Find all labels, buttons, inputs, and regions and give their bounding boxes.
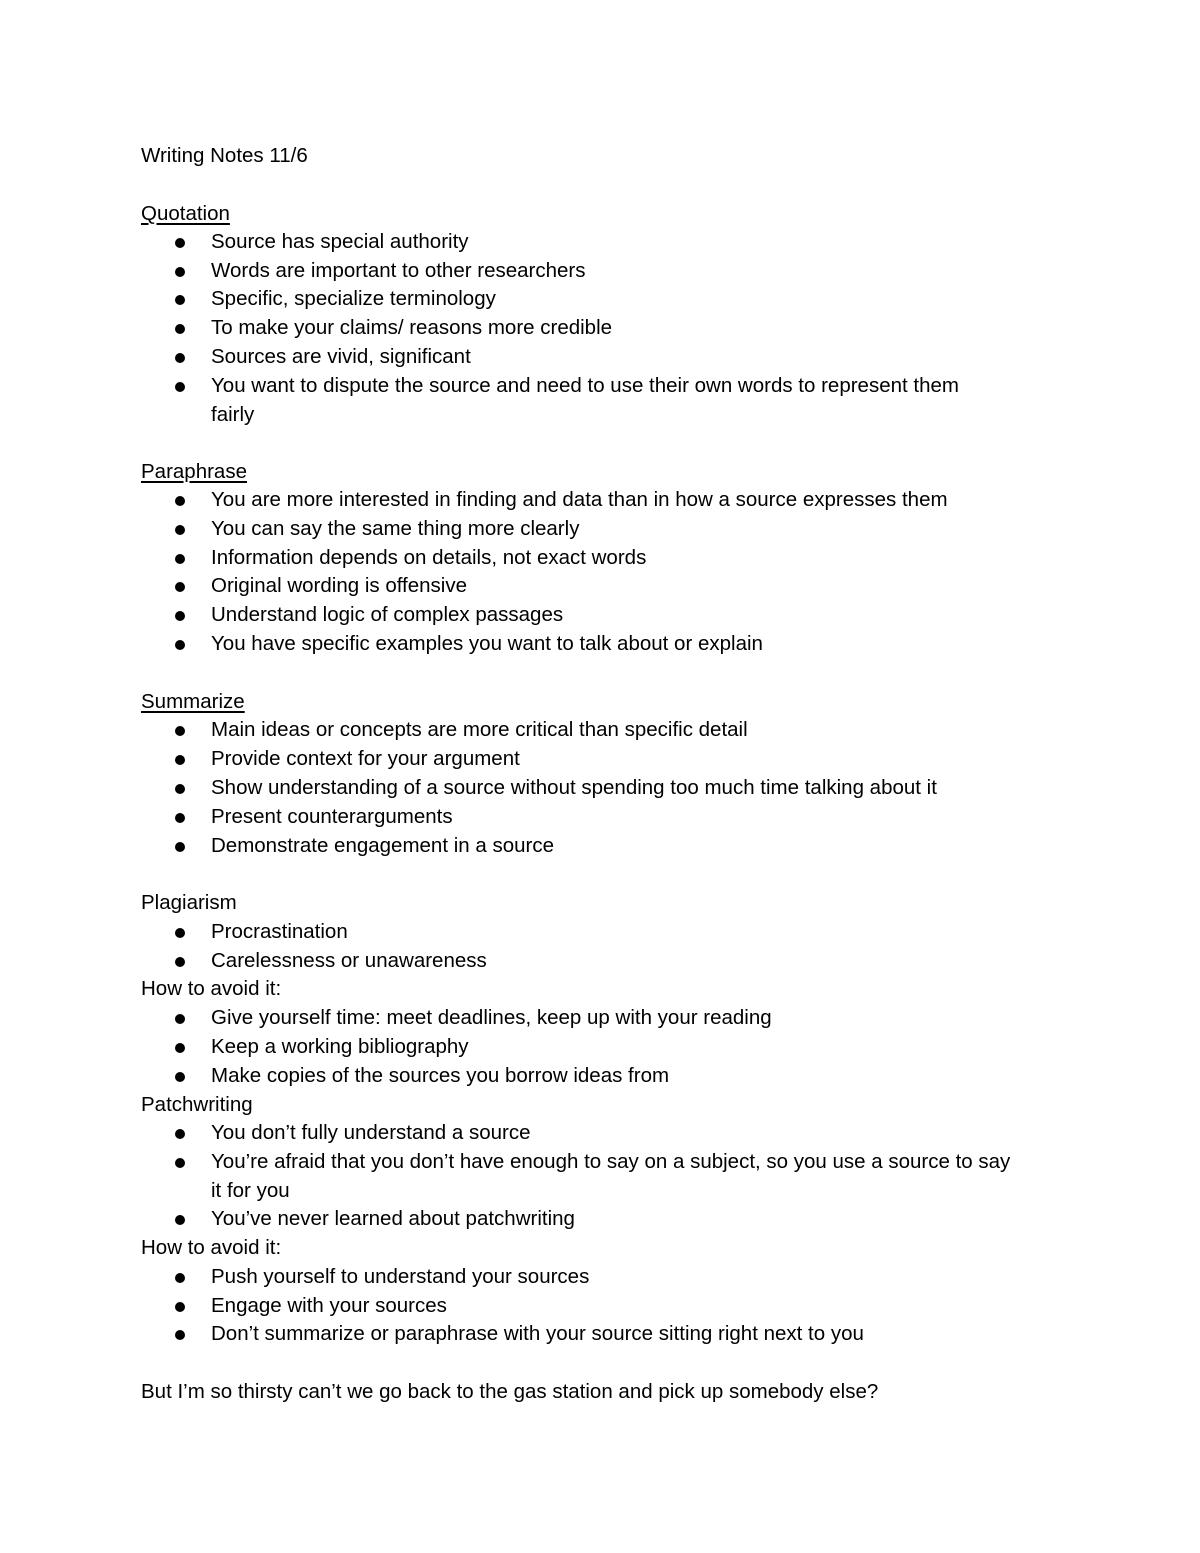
list-item-text: Carelessness or unawareness [211, 949, 487, 972]
bullet-icon [175, 554, 185, 564]
list-item-text: Words are important to other researchers [211, 259, 586, 282]
list-item [0, 1037, 1200, 1061]
bullet-icon [175, 525, 185, 535]
bullet-icon [175, 324, 185, 334]
list-item-text: You want to dispute the source and need to use their own words to represent them [211, 374, 959, 397]
list-item-text: Give yourself time: meet deadlines, keep up with your reading [211, 1006, 772, 1029]
closing-line: But I’m so thirsty can’t we go back to the gas station and pick up somebody else? [141, 1380, 879, 1403]
list-item-text: You’ve never learned about patchwriting [211, 1207, 575, 1230]
list-item-text: You have specific examples you want to talk about or explain [211, 632, 763, 655]
bullet-icon [175, 784, 185, 794]
list-item-text: To make your claims/ reasons more credible [211, 316, 613, 339]
bullet-icon [175, 496, 185, 506]
list-item [0, 951, 1200, 975]
list-item [0, 634, 1200, 658]
list-item [0, 1296, 1200, 1320]
list-item [0, 576, 1200, 600]
bullet-icon [175, 1302, 185, 1312]
bullet-icon [175, 1072, 185, 1082]
list-item-text: Provide context for your argument [211, 747, 520, 770]
bullet-icon [175, 1014, 185, 1024]
bullet-icon [175, 582, 185, 592]
bullet-icon [175, 726, 185, 736]
list-item [0, 778, 1200, 802]
list-item [0, 836, 1200, 860]
list-item-continuation: it for you [211, 1179, 290, 1202]
list-item-text: Show understanding of a source without spending too much time talking about it [211, 776, 937, 799]
bullet-icon [175, 1273, 185, 1283]
list-item-text: Understand logic of complex passages [211, 603, 564, 626]
list-item [0, 605, 1200, 629]
quotation-heading: Quotation [141, 202, 230, 225]
list-item-text: Present counterarguments [211, 805, 453, 828]
bullet-icon [175, 842, 185, 852]
bullet-icon [175, 640, 185, 650]
bullet-icon [175, 295, 185, 305]
list-item [0, 1008, 1200, 1032]
bullet-icon [175, 238, 185, 248]
list-item-text: Keep a working bibliography [211, 1035, 469, 1058]
list-item-text: Don’t summarize or paraphrase with your source sitting right next to you [211, 1322, 864, 1345]
list-item [0, 289, 1200, 313]
list-item-text: Make copies of the sources you borrow ideas from [211, 1064, 670, 1087]
list-item [0, 232, 1200, 256]
bullet-icon [175, 755, 185, 765]
list-item [0, 922, 1200, 946]
paraphrase-heading: Paraphrase [141, 460, 247, 483]
bullet-icon [175, 1330, 185, 1340]
bullet-icon [175, 1158, 185, 1168]
list-item [0, 1152, 1200, 1176]
list-item-text: Engage with your sources [211, 1294, 447, 1317]
bullet-icon [175, 382, 185, 392]
list-item [0, 1267, 1200, 1291]
bullet-icon [175, 267, 185, 277]
list-item [0, 318, 1200, 342]
list-item-text: Demonstrate engagement in a source [211, 834, 555, 857]
bullet-icon [175, 957, 185, 967]
list-item-text: You are more interested in finding and data than in how a source expresses them [211, 488, 948, 511]
list-item [0, 519, 1200, 543]
plagiarism-avoid-heading: How to avoid it: [141, 977, 282, 1000]
list-item [0, 749, 1200, 773]
bullet-icon [175, 813, 185, 823]
list-item [0, 261, 1200, 285]
list-item-text: You’re afraid that you don’t have enough to say on a subject, so you use a source to say [211, 1150, 1011, 1173]
list-item [0, 720, 1200, 744]
list-item [0, 1123, 1200, 1147]
list-item [0, 490, 1200, 514]
list-item-text: You don’t fully understand a source [211, 1121, 531, 1144]
bullet-icon [175, 1215, 185, 1225]
patchwriting-heading: Patchwriting [141, 1093, 253, 1116]
patchwriting-avoid-heading: How to avoid it: [141, 1236, 282, 1259]
list-item-text: Source has special authority [211, 230, 469, 253]
list-item [0, 1324, 1200, 1348]
summarize-heading: Summarize [141, 690, 245, 713]
bullet-icon [175, 1043, 185, 1053]
list-item-text: Sources are vivid, significant [211, 345, 471, 368]
bullet-icon [175, 611, 185, 621]
list-item [0, 548, 1200, 572]
list-item-continuation: fairly [211, 403, 255, 426]
plagiarism-heading: Plagiarism [141, 891, 237, 914]
bullet-icon [175, 928, 185, 938]
list-item-text: Information depends on details, not exact words [211, 546, 647, 569]
list-item-text: Original wording is offensive [211, 574, 467, 597]
bullet-icon [175, 353, 185, 363]
list-item [0, 1209, 1200, 1233]
list-item [0, 376, 1200, 400]
list-item [0, 807, 1200, 831]
document-title: Writing Notes 11/6 [141, 144, 308, 167]
list-item-text: You can say the same thing more clearly [211, 517, 580, 540]
list-item [0, 347, 1200, 371]
list-item-text: Procrastination [211, 920, 348, 943]
bullet-icon [175, 1129, 185, 1139]
list-item-text: Main ideas or concepts are more critical than specific detail [211, 718, 748, 741]
list-item [0, 1066, 1200, 1090]
list-item-text: Specific, specialize terminology [211, 287, 496, 310]
list-item-text: Push yourself to understand your sources [211, 1265, 590, 1288]
